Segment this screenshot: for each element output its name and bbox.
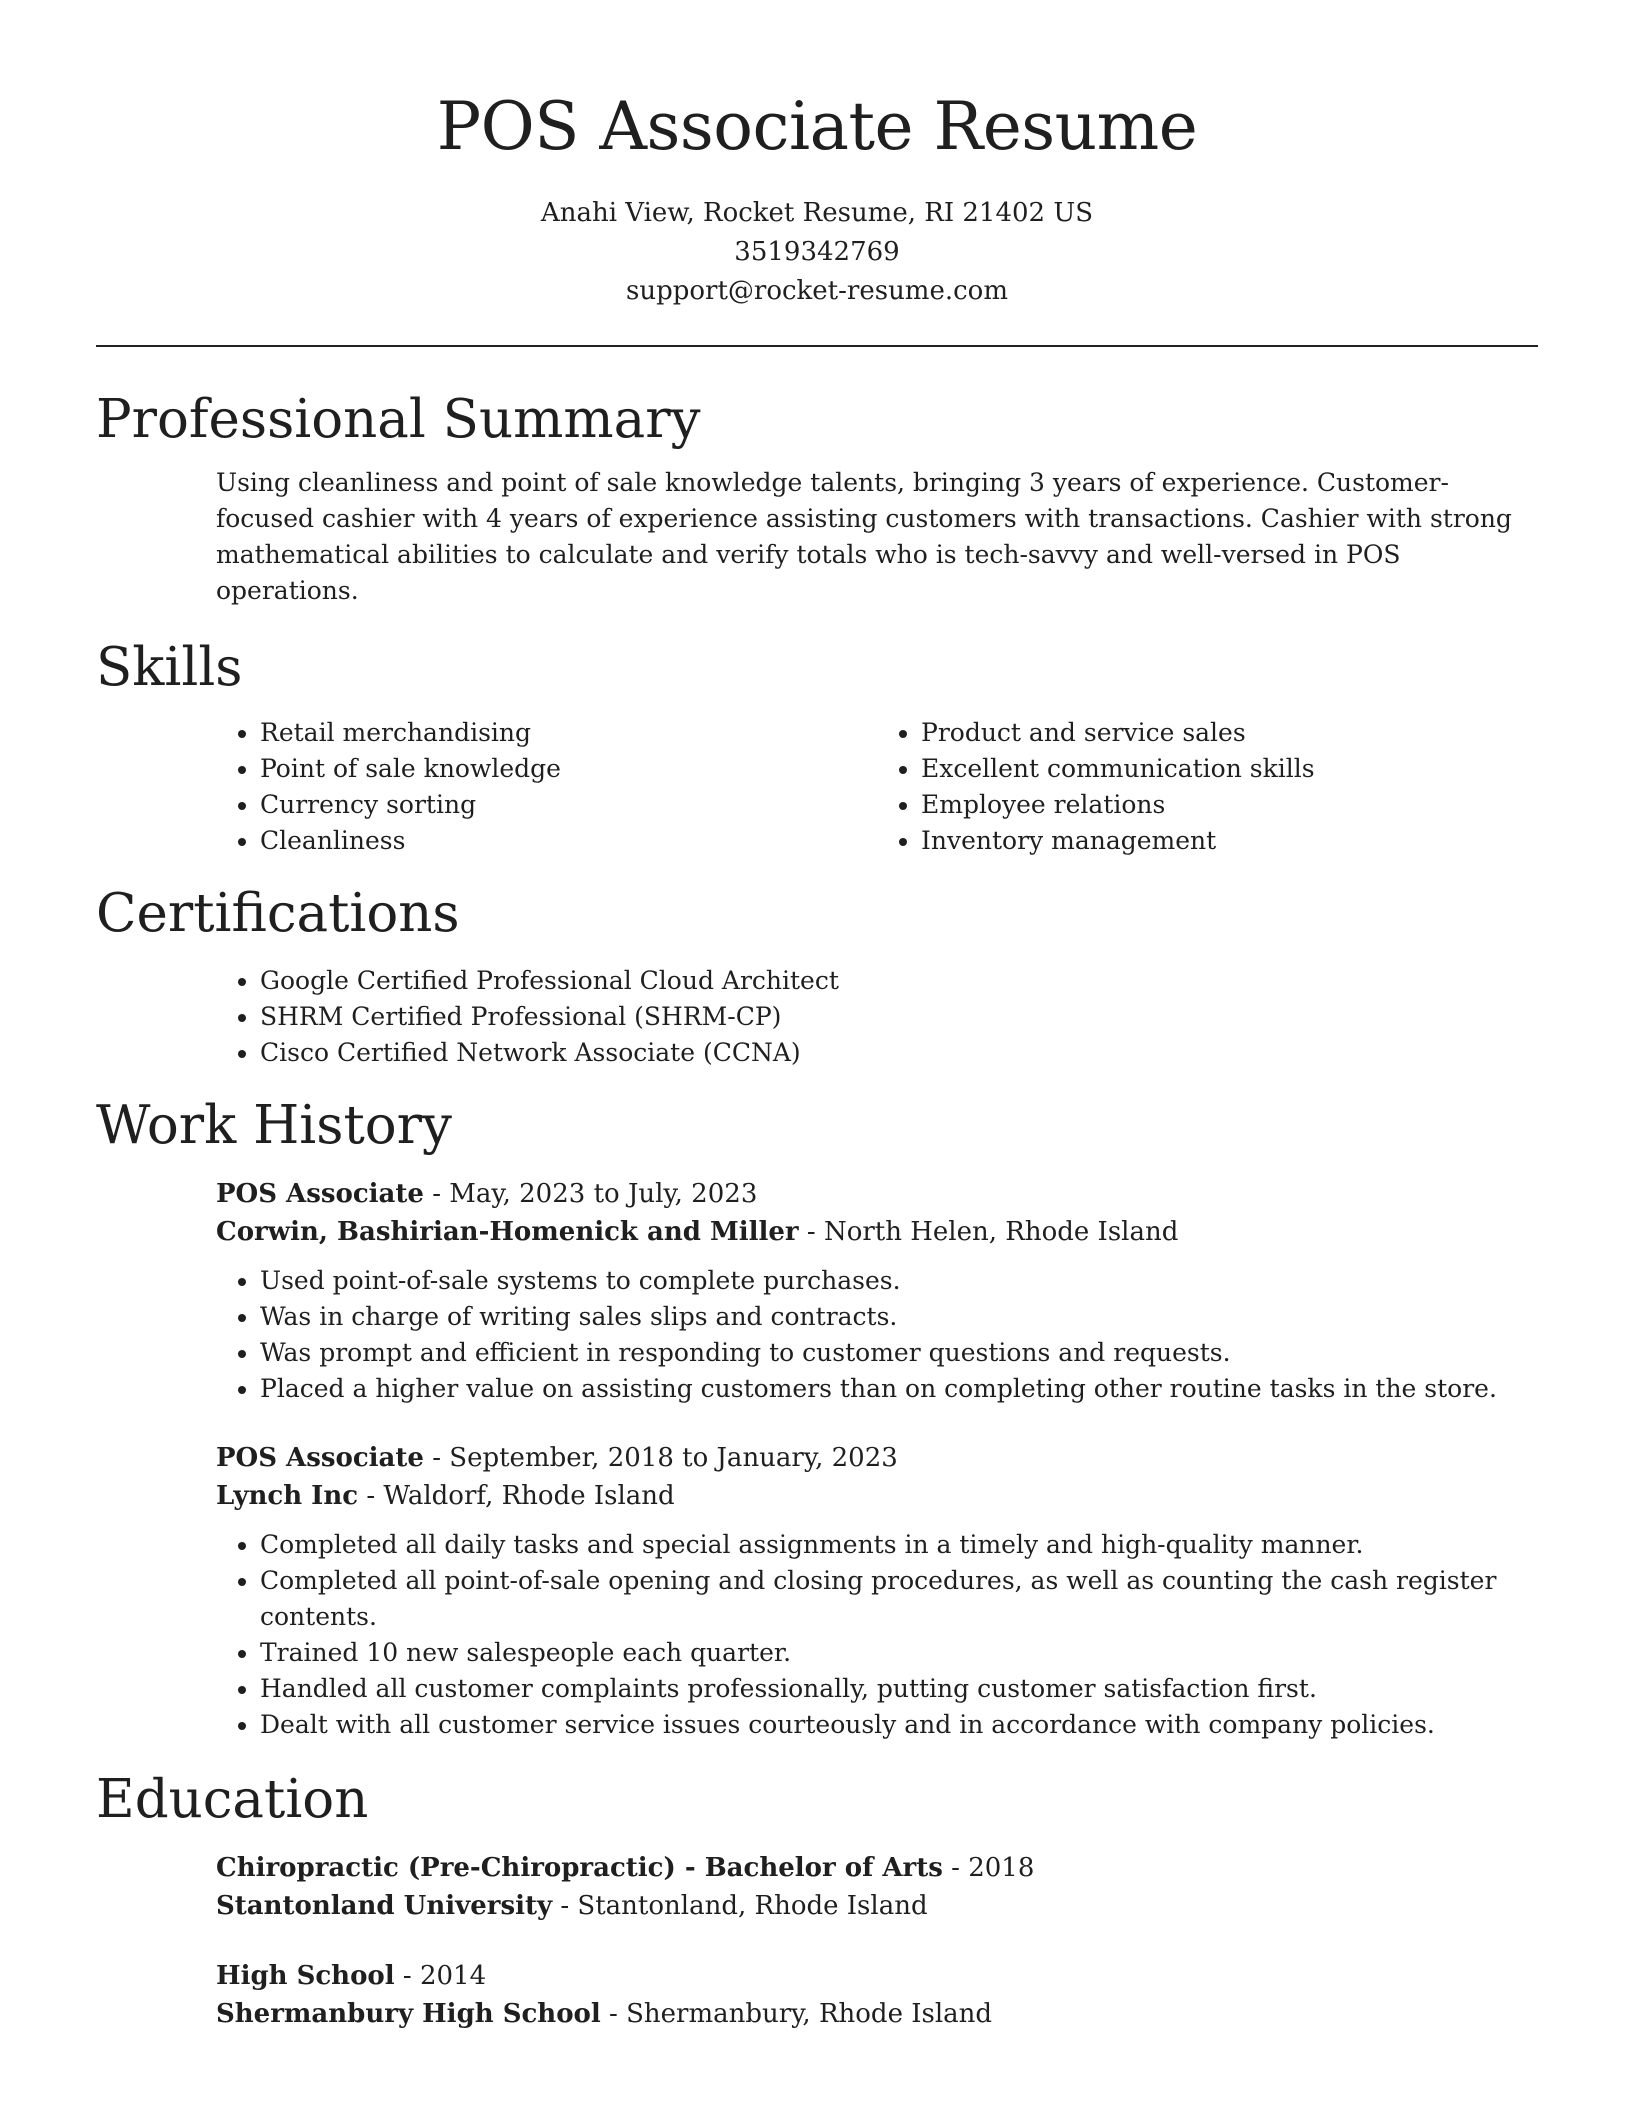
summary-text: Using cleanliness and point of sale knowledge talents, bringing 3 years of experience. Customer-focused cashier with 4 years of experience assisting customers with transactions. Cashier with strong mathematical abilities to calculate and verify totals who is tech-savvy and well-versed in POS operations. bbox=[216, 468, 1512, 605]
work-history-section bbox=[96, 1091, 1538, 1743]
certification-item: • Cisco Certified Network Associate (CCNA) bbox=[260, 1035, 1538, 1071]
degree: High School bbox=[216, 1961, 395, 1991]
skill-item: • Inventory management bbox=[921, 823, 1538, 859]
education-entry bbox=[216, 1957, 1538, 2033]
school-name: Stantonland University bbox=[216, 1891, 553, 1921]
job-duties bbox=[216, 1527, 1538, 1743]
graduation-year: - 2018 bbox=[942, 1853, 1035, 1883]
resume-page bbox=[96, 0, 1538, 2033]
job-duty: • Was in charge of writing sales slips and contracts. bbox=[260, 1299, 1538, 1335]
job-title-line bbox=[216, 1175, 1538, 1213]
job-company-line bbox=[216, 1477, 1538, 1515]
school-name: Shermanbury High School bbox=[216, 1999, 601, 2029]
skills-columns bbox=[216, 715, 1538, 859]
job-title: POS Associate bbox=[216, 1443, 424, 1473]
header-divider bbox=[96, 345, 1538, 347]
job-duty: • Completed all daily tasks and special assignments in a timely and high-quality manner. bbox=[260, 1527, 1538, 1563]
certifications-section bbox=[96, 879, 1538, 1071]
skill-item: • Point of sale knowledge bbox=[260, 751, 877, 787]
job-duty: • Completed all point-of-sale opening and closing procedures, as well as counting the cash register contents. bbox=[260, 1563, 1538, 1635]
graduation-year: - 2014 bbox=[394, 1961, 487, 1991]
job-dates: - September, 2018 to January, 2023 bbox=[423, 1443, 898, 1473]
job-duty: • Trained 10 new salespeople each quarter. bbox=[260, 1635, 1538, 1671]
job-duty: • Was prompt and efficient in responding to customer questions and requests. bbox=[260, 1335, 1538, 1371]
work-history-heading: Work History bbox=[96, 1095, 452, 1156]
job-duty: • Used point-of-sale systems to complete purchases. bbox=[260, 1263, 1538, 1299]
skill-item: • Cleanliness bbox=[260, 823, 877, 859]
degree-line bbox=[216, 1957, 1538, 1995]
job-entry bbox=[216, 1439, 1538, 1743]
certifications-heading: Certifications bbox=[96, 883, 460, 944]
skill-item: • Employee relations bbox=[921, 787, 1538, 823]
skill-item: • Product and service sales bbox=[921, 715, 1538, 751]
resume-title: POS Associate Resume bbox=[436, 88, 1198, 165]
school-line bbox=[216, 1887, 1538, 1925]
job-title-line bbox=[216, 1439, 1538, 1477]
job-dates: - May, 2023 to July, 2023 bbox=[423, 1179, 758, 1209]
skill-item: • Retail merchandising bbox=[260, 715, 877, 751]
skills-column-1 bbox=[216, 715, 877, 859]
skill-item: • Currency sorting bbox=[260, 787, 877, 823]
job-duty: • Placed a higher value on assisting customers than on completing other routine tasks in the store. bbox=[260, 1371, 1538, 1407]
resume-header bbox=[96, 0, 1538, 311]
job-location: - Waldorf, Rhode Island bbox=[358, 1481, 675, 1511]
skills-column-2 bbox=[877, 715, 1538, 859]
certification-item: • Google Certified Professional Cloud Architect bbox=[260, 963, 1538, 999]
certification-item: • SHRM Certified Professional (SHRM-CP) bbox=[260, 999, 1538, 1035]
job-duty: • Handled all customer complaints professionally, putting customer satisfaction first. bbox=[260, 1671, 1538, 1707]
job-company: Lynch Inc bbox=[216, 1481, 359, 1511]
education-entry bbox=[216, 1849, 1538, 1925]
school-line bbox=[216, 1995, 1538, 2033]
skills-section bbox=[96, 633, 1538, 859]
degree-line bbox=[216, 1849, 1538, 1887]
summary-section bbox=[96, 385, 1538, 609]
education-section bbox=[96, 1765, 1538, 2033]
job-company-line bbox=[216, 1213, 1538, 1251]
school-location: - Stantonland, Rhode Island bbox=[552, 1891, 928, 1921]
job-title: POS Associate bbox=[216, 1179, 424, 1209]
job-duties bbox=[216, 1263, 1538, 1407]
job-duty: • Dealt with all customer service issues courteously and in accordance with company policies. bbox=[260, 1707, 1538, 1743]
certifications-list bbox=[216, 963, 1538, 1071]
skill-item: • Excellent communication skills bbox=[921, 751, 1538, 787]
address: Anahi View, Rocket Resume, RI 21402 US bbox=[540, 198, 1094, 228]
job-company: Corwin, Bashirian-Homenick and Miller bbox=[216, 1217, 799, 1247]
skills-heading: Skills bbox=[96, 637, 243, 698]
job-entry bbox=[216, 1175, 1538, 1407]
email: support@rocket-resume.com bbox=[625, 276, 1008, 306]
summary-heading: Professional Summary bbox=[96, 389, 701, 450]
school-location: - Shermanbury, Rhode Island bbox=[600, 1999, 993, 2029]
phone: 3519342769 bbox=[734, 237, 900, 267]
contact-block bbox=[96, 194, 1538, 311]
degree: Chiropractic (Pre-Chiropractic) - Bachelor of Arts bbox=[216, 1853, 943, 1883]
job-location: - North Helen, Rhode Island bbox=[798, 1217, 1179, 1247]
education-heading: Education bbox=[96, 1769, 369, 1830]
